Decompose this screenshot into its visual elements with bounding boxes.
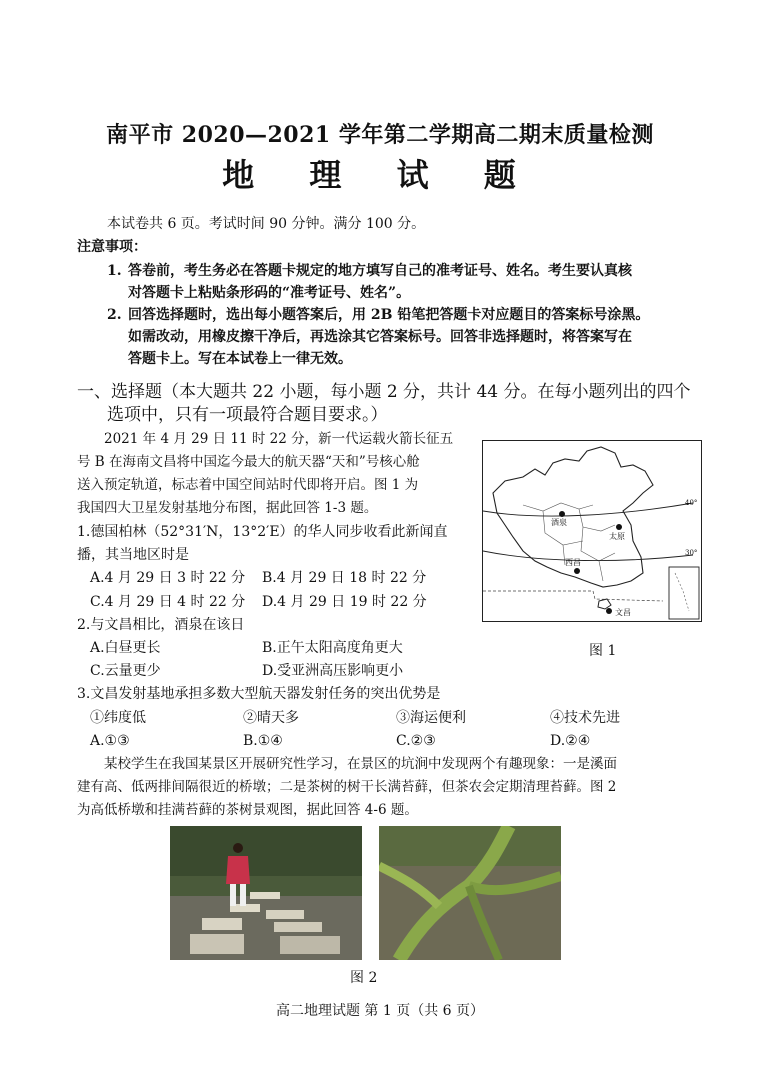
notice-item-1-line-2: 对答题卡上粘贴条形码的“准考证号、姓名”。 [128,285,411,301]
q1-option-b[interactable]: B.4 月 29 日 18 时 22 分 [262,570,427,586]
q3-option-c[interactable]: C.②③ [396,733,436,749]
site-wenchang-dot [606,608,612,614]
figure-1-caption: 图 1 [589,643,617,659]
q1-option-d[interactable]: D.4 月 29 日 19 时 22 分 [262,594,427,610]
notice-heading: 注意事项： [77,239,147,255]
notice-item-2-line-2: 如需改动，用橡皮擦干净后，再选涂其它答案标号。回答非选择题时，将答案写在 [128,329,632,345]
site-jiuquan-label: 酒泉 [551,518,567,527]
latitude-30 [483,551,693,561]
section-heading-line-1: 一、选择题（本大题共 22 小题，每小题 2 分，共计 44 分。在每小题列出的四个 [77,382,691,402]
notice-item-2-line-1: 回答选择题时，选出每小题答案后，用 2B 铅笔把答题卡对应题目的答案标号涂黑。 [128,307,650,323]
passage2-line-3: 为高低桥墩和挂满苔藓的茶树景观图，据此回答 4-6 题。 [77,802,418,818]
site-taiyuan-label: 太原 [609,532,625,541]
subject-title: 地 理 试 题 [222,156,538,194]
figure-2-caption: 图 2 [350,970,378,986]
q3-item-2: ②晴天多 [243,710,299,726]
q2-option-b[interactable]: B.正午太阳高度角更大 [262,640,403,656]
photo-mossy-tea-tree [379,826,561,960]
china-map-drawing [483,441,701,621]
passage2-line-2: 建有高、低两排间隔很近的桥墩；二是茶树的树干长满苔藓，但茶农会定期清理苔藓。图 2 [77,779,617,795]
notice-item-2-num: 2. [107,307,122,323]
page-footer: 高二地理试题 第 1 页（共 6 页） [275,1003,485,1019]
lat-40-label: 40° [685,499,698,507]
exam-intro: 本试卷共 6 页。考试时间 90 分钟。满分 100 分。 [107,216,426,232]
q2-option-a[interactable]: A.白昼更长 [90,640,161,656]
passage1-line-3: 送入预定轨道，标志着中国空间站时代即将开启。图 1 为 [77,477,419,493]
notice-item-1-num: 1. [107,263,122,279]
q3-option-a[interactable]: A.①③ [90,733,130,749]
q1-stem-line-1: 1.德国柏林（52°31′N，13°2′E）的华人同步收看此新闻直 [77,524,448,540]
q2-option-d[interactable]: D.受亚洲高压影响更小 [262,663,404,679]
south-china-sea-inset [669,567,699,619]
site-taiyuan-dot [616,524,622,530]
notice-item-2-line-3: 答题卡上。写在本试卷上一律无效。 [128,351,352,367]
hainan-island [598,599,611,609]
exam-title: 南平市 2020—2021 学年第二学期高二期末质量检测 [106,122,654,148]
passage1-line-4: 我国四大卫星发射基地分布图，据此回答 1-3 题。 [77,500,378,516]
q1-stem-line-2: 播，其当地区时是 [77,547,189,563]
site-wenchang-label: 文昌 [615,608,631,617]
section-heading-line-2: 选项中，只有一项最符合题目要求。） [107,405,388,425]
q3-stem: 3.文昌发射基地承担多数大型航天器发射任务的突出优势是 [77,686,441,702]
notice-item-1-line-1: 答卷前，考生务必在答题卡规定的地方填写自己的准考证号、姓名。考生要认真核 [128,263,632,279]
site-xichang-dot [574,568,580,574]
q3-item-4: ④技术先进 [550,710,620,726]
q3-item-1: ①纬度低 [90,710,146,726]
q2-option-c[interactable]: C.云量更少 [90,663,161,679]
q1-option-a[interactable]: A.4 月 29 日 3 时 22 分 [90,570,246,586]
q3-item-3: ③海运便利 [396,710,466,726]
figure-1-china-map [482,440,702,622]
q2-stem: 2.与文昌相比，酒泉在该日 [77,617,245,633]
q3-option-b[interactable]: B.①④ [243,733,283,749]
photo-stepping-stone-piers [170,826,362,960]
q1-option-c[interactable]: C.4 月 29 日 4 时 22 分 [90,594,246,610]
passage1-line-1: 2021 年 4 月 29 日 11 时 22 分，新一代运载火箭长征五 [104,431,454,447]
passage1-line-2: 号 B 在海南文昌将中国迄今最大的航天器“天和”号核心舱 [77,454,420,470]
latitude-40 [483,503,693,516]
site-xichang-label: 西昌 [565,558,581,567]
lat-30-label: 30° [685,549,698,557]
q3-option-d[interactable]: D.②④ [550,733,591,749]
passage2-line-1: 某校学生在我国某景区开展研究性学习，在景区的坑涧中发现两个有趣现象：一是溪面 [104,756,617,772]
